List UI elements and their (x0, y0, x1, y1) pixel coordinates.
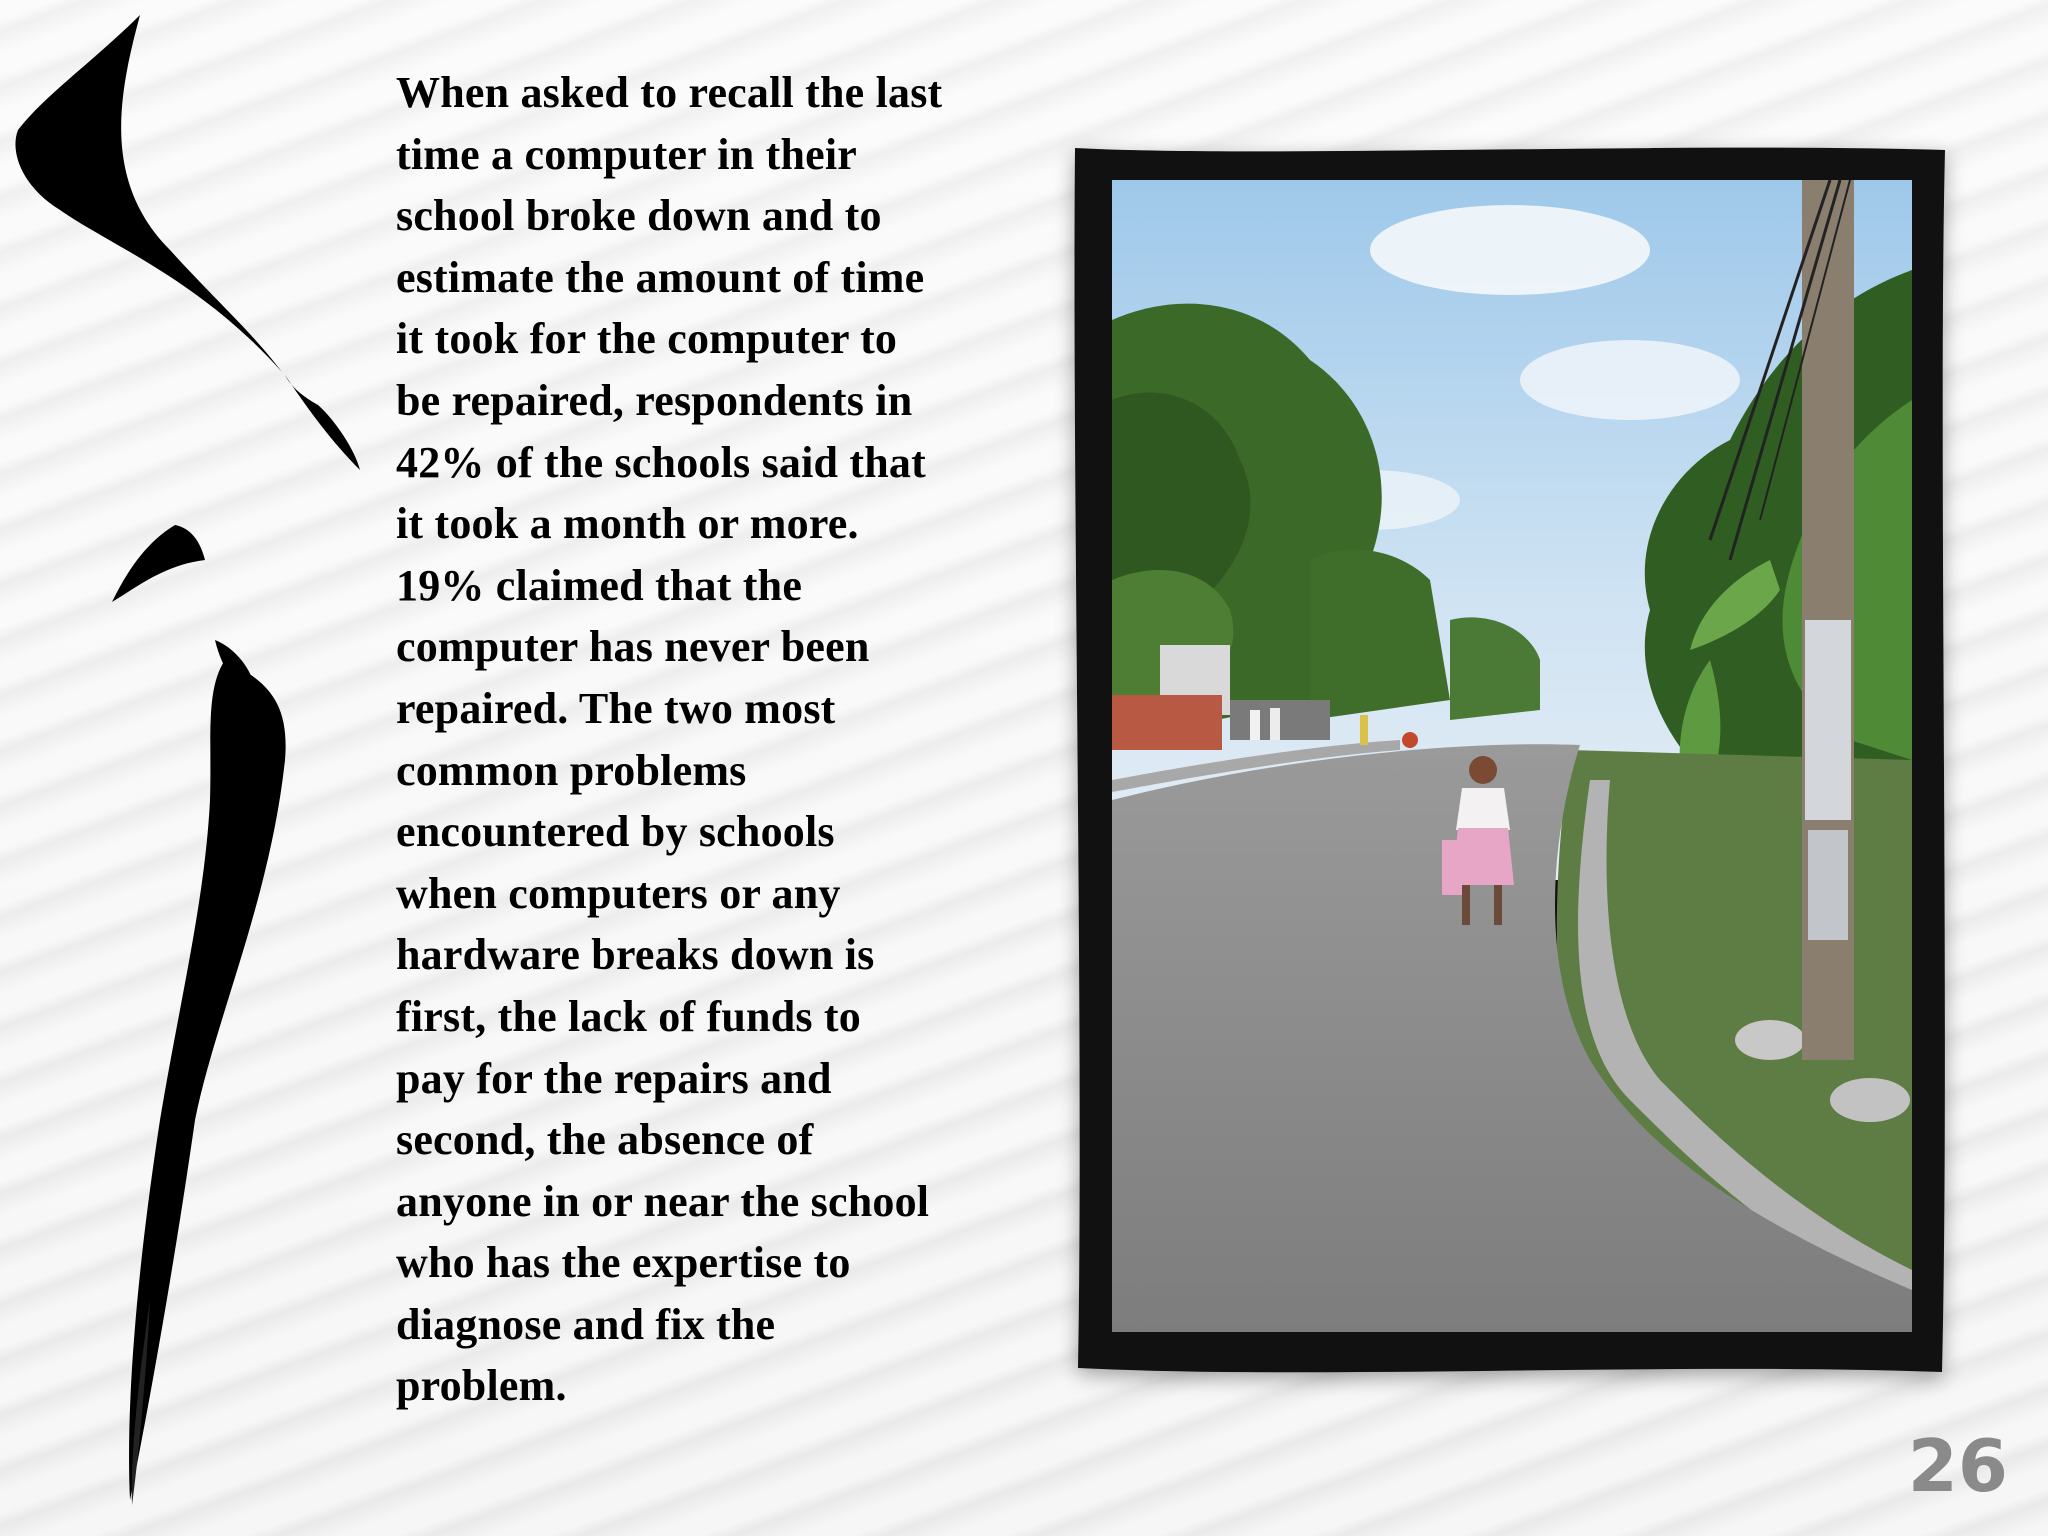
body-text-line: 19% claimed that the (396, 560, 803, 610)
body-text (396, 62, 1046, 1417)
body-text-line: encountered by schools (396, 807, 835, 857)
body-text-line: common problems (396, 745, 747, 795)
body-text-line: first, the lack of funds to (396, 991, 861, 1041)
body-text-line: second, the absence of (396, 1115, 814, 1165)
body-text-line: who has the expertise to (396, 1238, 851, 1288)
body-text-line: be repaired, respondents in (396, 375, 913, 425)
body-text-line: diagnose and fix the (396, 1299, 776, 1349)
body-text-line: school broke down and to (396, 191, 882, 241)
body-text-line: When asked to recall the last (396, 68, 943, 117)
body-text-line: repaired. The two most (396, 683, 836, 733)
photo-frame (1070, 140, 1950, 1380)
body-text-line: it took a month or more. (396, 499, 859, 549)
body-text-line: computer has never been (396, 622, 870, 672)
body-text-line: hardware breaks down is (396, 930, 875, 980)
body-text-line: pay for the repairs and (396, 1053, 832, 1103)
body-text-line: estimate the amount of time (396, 252, 925, 302)
body-text-line: time a computer in their (396, 129, 857, 179)
body-text-line: it took for the computer to (396, 314, 898, 364)
body-text-line: problem. (396, 1361, 567, 1411)
photo-image (1112, 180, 1912, 1332)
body-text-line: anyone in or near the school (396, 1176, 930, 1226)
brush-stroke-decoration (0, 0, 400, 1536)
page-number: 26 (1907, 1424, 2008, 1508)
body-text-line: 42% of the schools said that (396, 437, 926, 487)
body-text-line: when computers or any (396, 868, 841, 918)
